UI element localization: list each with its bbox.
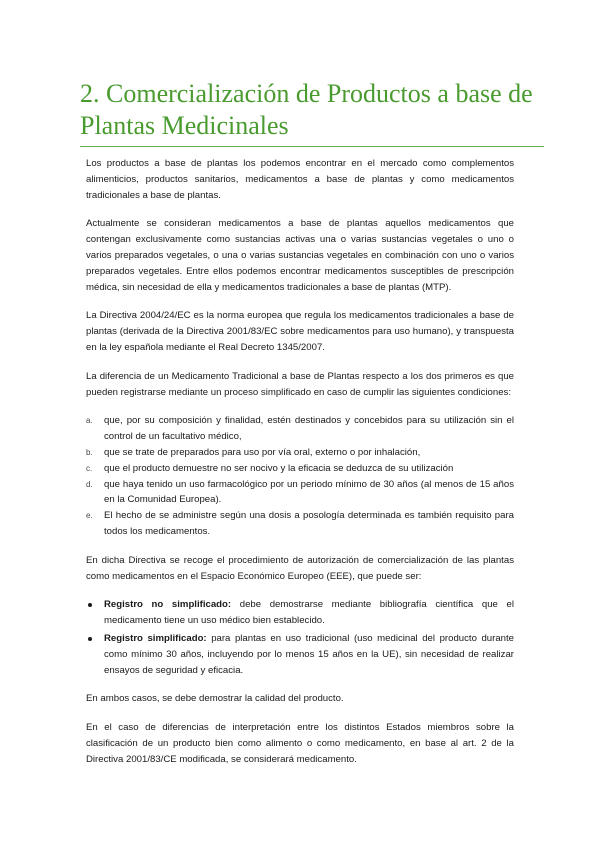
registration-list: [86, 597, 514, 678]
paragraph-definition: Actualmente se consideran medicamentos a base de plantas aquellos medicamentos que contengan exclusivamente como sustancias activas una o varias sustancias vegetales o uno o varios preparados vegetales, o una o varias sustancias vegetales en combinación con uno o varios preparados vegetales. Entre ellos podemos encontrar medicamentos susceptibles de prescripción médica, sin necesidad de ella y medicamentos tradicionales a base de plantas (MTP).: [86, 218, 514, 293]
paragraph-quality: En ambos casos, se debe demostrar la calidad del producto.: [86, 693, 344, 705]
paragraph-procedure: En dicha Directiva se recoge el procedimiento de autorización de comercialización de las plantas como medicamentos en el Espacio Económico Europeo (EEE), que puede ser:: [86, 554, 514, 582]
conditions-list: [86, 413, 514, 539]
section-title: 2. Comercialización de Productos a base de Plantas Medicinales: [80, 79, 533, 140]
list-item: [86, 477, 514, 509]
list-item-text: que, por su composición y finalidad, estén destinados y concebidos para su utilización sin el control de un facultativo médico,: [104, 415, 514, 443]
title-divider: [80, 146, 544, 147]
list-item-text: que haya tenido un uso farmacológico por un periodo mínimo de 30 años (al menos de 15 años en la Comunidad Europea).: [104, 478, 514, 506]
list-item-text: que se trate de preparados para uso por vía oral, externo o por inhalación,: [104, 446, 421, 458]
list-marker: c.: [86, 463, 93, 473]
registration-label: Registro simplificado:: [104, 632, 207, 644]
list-item: [86, 508, 514, 540]
list-item: [86, 597, 514, 629]
list-item-text: que el producto demuestre no ser nocivo y la eficacia se deduzca de su utilización: [104, 462, 454, 474]
paragraph-difference: La diferencia de un Medicamento Tradicional a base de Plantas respecto a los dos primeros es que pueden registrarse mediante un proceso simplificado en caso de cumplir las siguientes condiciones:: [86, 370, 514, 398]
paragraph-directive: La Directiva 2004/24/EC es la norma europea que regula los medicamentos tradicionales a base de plantas (derivada de la Directiva 2001/83/EC sobre medicamentos para uso humano), y transpuesta en la ley española mediante el Real Decreto 1345/2007.: [86, 310, 514, 353]
registration-text: para plantas en uso tradicional (uso medicinal del producto durante como mínimo 30 años, incluyendo por lo menos 15 años en la UE), sin necesidad de realizar ensayos de seguridad y eficacia.: [104, 632, 515, 676]
paragraph-intro: Los productos a base de plantas los podemos encontrar en el mercado como complementos alimenticios, productos sanitarios, medicamentos a base de plantas y como medicamentos tradicionales a base de plantas.: [86, 158, 514, 201]
bullet-icon: [88, 637, 92, 641]
list-marker: e.: [86, 511, 93, 521]
list-marker: d.: [86, 479, 93, 489]
list-marker: a.: [86, 416, 93, 426]
list-item: [86, 445, 514, 461]
list-item: [86, 631, 514, 678]
registration-text: debe demostrarse mediante bibliografía científica que el medicamento tiene un uso médico bien establecido.: [104, 599, 514, 627]
registration-label: Registro no simplificado:: [104, 599, 232, 611]
list-item: [86, 461, 514, 477]
paragraph-interpretation: En el caso de diferencias de interpretación entre los distintos Estados miembros sobre la clasificación de un producto bien como alimento o como medicamento, en base al art. 2 de la Directiva 2001/83/CE modificada, se considerará medicamento.: [86, 722, 514, 765]
document-body: [86, 156, 514, 781]
list-item: [86, 413, 514, 445]
list-marker: b.: [86, 447, 93, 457]
list-item-text: El hecho de se administre según una dosis a posología determinada es también requisito para todos los medicamentos.: [104, 510, 514, 537]
bullet-icon: [88, 603, 92, 607]
